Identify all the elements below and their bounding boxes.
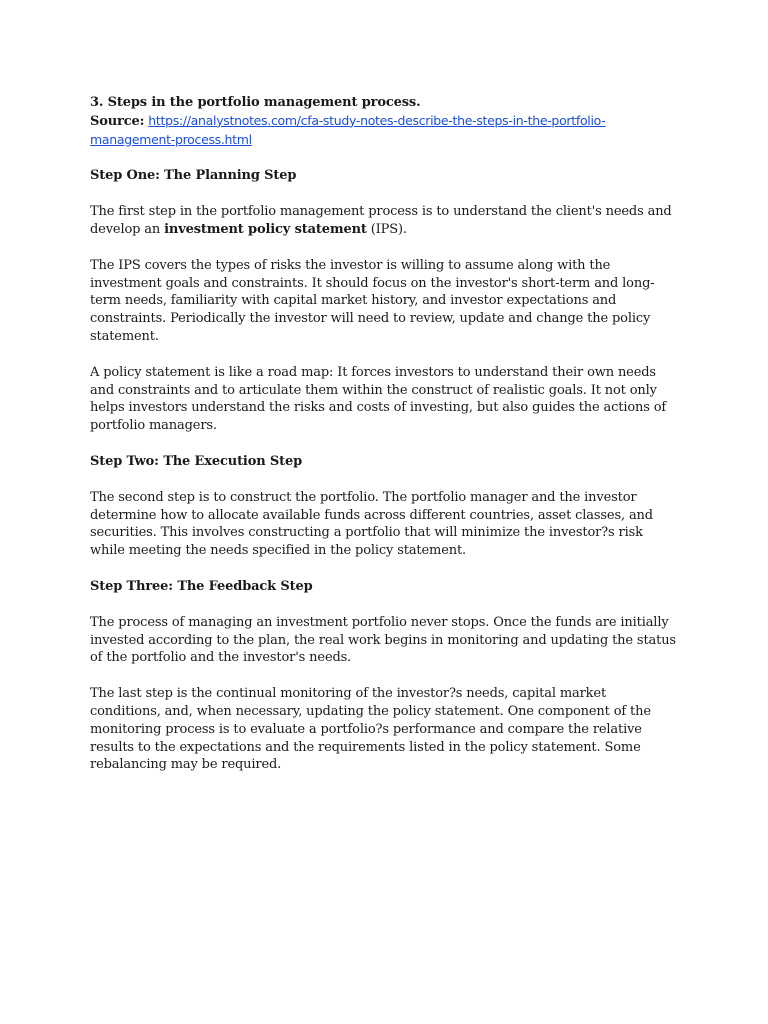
ips-term: investment policy statement bbox=[164, 221, 367, 237]
step-three-paragraph-2: The last step is the continual monitoring of the investor?s needs, capital market conditions, and, when necessary, updating the policy statement. One component of the monitoring process is to evaluate a portfolio?s performance and compare the relative results to the expectations and the requirements listed in the policy statement. Some rebalancing may be required. bbox=[90, 686, 651, 773]
step-one-p1-end: (IPS). bbox=[366, 221, 407, 237]
step-two-paragraph-1: The second step is to construct the portfolio. The portfolio manager and the investor determine how to allocate available funds across different countries, asset classes, and securities. This involves constructing a portfolio that will minimize the investor?s risk while meeting the needs specified in the policy statement. bbox=[90, 489, 653, 559]
step-three-title: Step Three: The Feedback Step bbox=[90, 578, 313, 594]
source-line bbox=[90, 112, 680, 150]
step-one-title: Step One: The Planning Step bbox=[90, 168, 297, 184]
step-one-paragraph-3: A policy statement is like a road map: It forces investors to understand their own needs and constraints and to articulate them within the construct of realistic goals. It not only helps investors understand the risks and costs of investing, but also guides the actions of portfolio managers. bbox=[90, 364, 667, 434]
source-label: Source: bbox=[90, 113, 145, 129]
step-three-paragraph-1: The process of managing an investment portfolio never stops. Once the funds are initially invested according to the plan, the real work begins in monitoring and updating the status of the portfolio and the investor's needs. bbox=[90, 614, 676, 666]
step-one-paragraph-1 bbox=[90, 203, 680, 239]
step-two-title: Step Two: The Execution Step bbox=[90, 453, 303, 469]
step-one-p1-text: The first step in the portfolio management process is to understand the client's needs and develop an bbox=[90, 204, 672, 237]
document-page bbox=[90, 94, 680, 792]
step-one-paragraph-2: The IPS covers the types of risks the investor is willing to assume along with the investment goals and constraints. It should focus on the investor's short-term and long-term needs, familiarity with capital market history, and investor expectations and constraints. Periodically the investor will need to review, update and change the policy statement. bbox=[90, 257, 655, 344]
section-heading: 3. Steps in the portfolio management process. bbox=[90, 95, 421, 110]
source-link[interactable]: https://analystnotes.com/cfa-study-notes-describe-the-steps-in-the-portfolio-management-process.html bbox=[90, 112, 606, 147]
